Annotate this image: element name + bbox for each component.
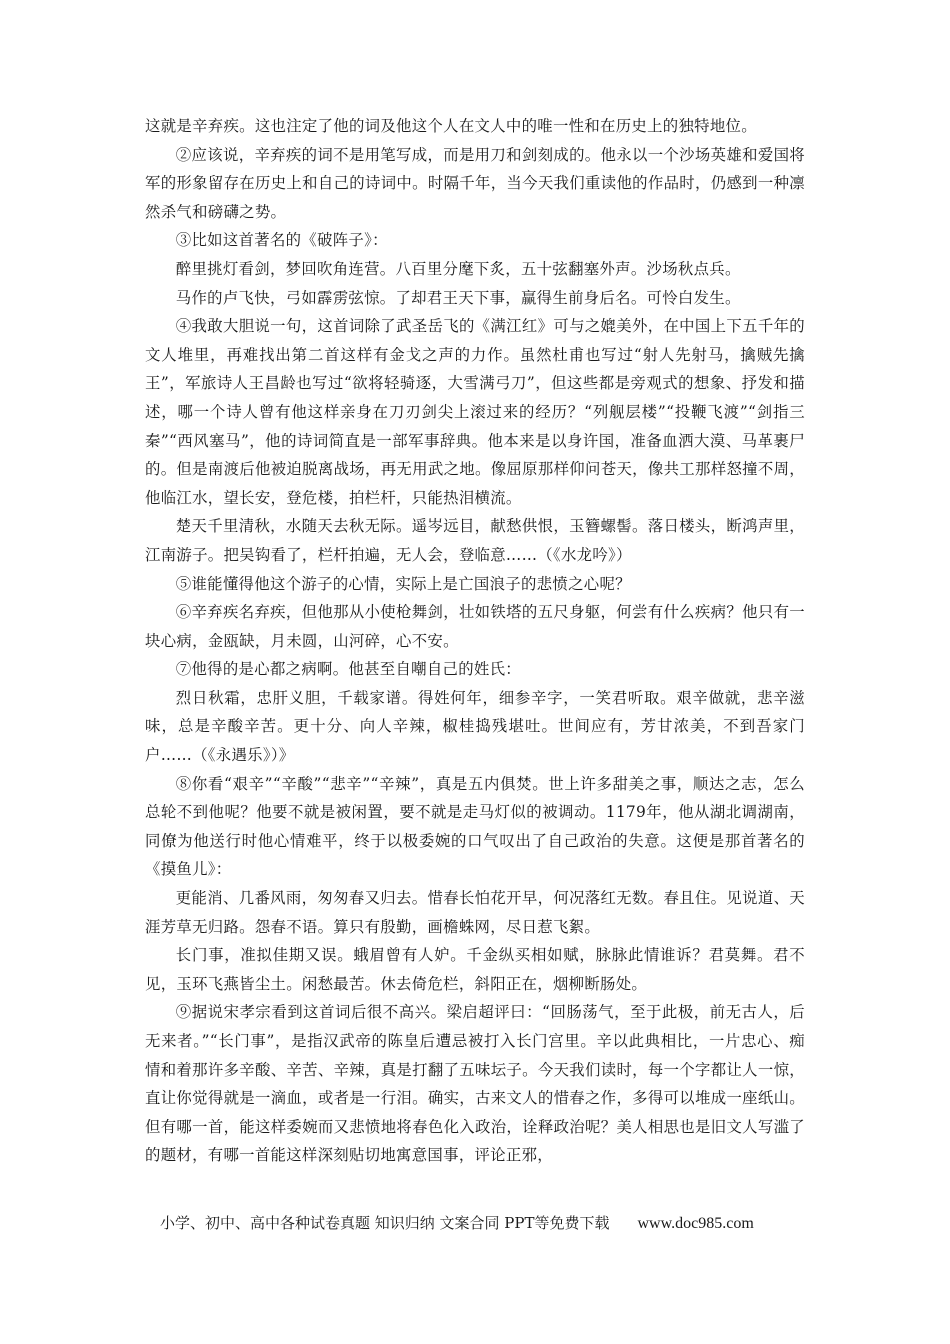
paragraph-3: ③比如这首著名的《破阵子》： [175, 231, 388, 250]
paragraph-2: ②应该说，辛弃疾的词不是用笔写成，而是用刀和剑刻成的。他永以一个沙场英雄和爱国将军的形象留存在历史上和自己的诗词中。时隔千年，当今天我们重读他的作品时，仍感到一种凛然杀气和磅礴之势。 [145, 145, 805, 221]
paragraph-6: ⑥辛弃疾名弃疾，但他那从小使枪舞剑，壮如铁塔的五尺身躯，何尝有什么疾病？他只有一块心病，金瓯缺，月未圆，山河碎，心不安。 [145, 603, 805, 650]
poem-moyuer-stanza-1: 更能消、几番风雨，匆匆春又归去。惜春长怕花开早，何况落红无数。春且住。见说道、天涯芳草无归路。怨春不语。算只有殷勤，画檐蛛网，尽日惹飞絮。 [145, 889, 805, 936]
poem-pozhenzi-line-1: 醉里挑灯看剑，梦回吹角连营。八百里分麾下炙，五十弦翻塞外声。沙场秋点兵。 [175, 259, 741, 278]
poem-yongyule: 烈日秋霜，忠肝义胆，千载家谱。得姓何年，细参辛字，一笑君听取。艰辛做就，悲辛滋味，总是辛酸辛苦。更十分、向人辛辣，椒桂捣残堪吐。世间应有，芳甘浓美，不到吾家门户……（《永遇乐》）》 [145, 688, 805, 765]
poem-pozhenzi-line-2: 马作的卢飞快，弓如霹雳弦惊。了却君王天下事，赢得生前身后名。可怜白发生。 [175, 288, 741, 307]
article-body [145, 112, 805, 1170]
paragraph-7: ⑦他得的是心都之病啊。他甚至自嘲自己的姓氏： [175, 660, 521, 679]
paragraph-9: ⑨据说宋孝宗看到这首词后很不高兴。梁启超评曰：“回肠荡气，至于此极，前无古人，后无来者。”“长门事”，是指汉武帝的陈皇后遭忌被打入长门宫里。辛以此典相比，一片忠心、痴情和着那许多辛酸、辛苦、辛辣，真是打翻了五味坛子。今天我们读时，每一个字都让人一惊，直让你觉得就是一滴血，或者是一行泪。确实，古来文人的惜春之作，多得可以堆成一座纸山。但有哪一首，能这样委婉而又悲愤地将春色化入政治，诠释政治呢？美人相思也是旧文人写滥了的题材，有哪一首能这样深刻贴切地寓意国事，评论正邪， [145, 1003, 805, 1165]
poem-moyuer-stanza-2: 长门事，准拟佳期又误。蛾眉曾有人妒。千金纵买相如赋，脉脉此情谁诉？君莫舞。君不见，玉环飞燕皆尘土。闲愁最苦。休去倚危栏，斜阳正在，烟柳断肠处。 [145, 946, 805, 993]
page-footer [160, 1212, 800, 1235]
footer-url[interactable]: www.doc985.com [637, 1215, 754, 1232]
paragraph-continuation: 这就是辛弃疾。这也注定了他的词及他这个人在文人中的唯一性和在历史上的独特地位。 [145, 117, 757, 135]
footer-text: 小学、初中、高中各种试卷真题 知识归纳 文案合同 PPT等免费下载 [160, 1214, 610, 1232]
paragraph-8: ⑧你看“艰辛”“辛酸”“悲辛”“辛辣”，真是五内俱焚。世上许多甜美之事，顺达之志，怎么总轮不到他呢？他要不就是被闲置，要不就是走马灯似的被调动。1179年，他从湖北调湖南，同僚为他送行时他心情难平，终于以极委婉的口气叹出了自己政治的失意。这便是那首著名的《摸鱼儿》： [145, 774, 805, 879]
poem-shuilongyin: 楚天千里清秋，水随天去秋无际。遥岑远目，献愁供恨，玉簪螺髻。落日楼头，断鸿声里，江南游子。把吴钩看了，栏杆拍遍，无人会，登临意……（《水龙吟》） [145, 517, 805, 564]
paragraph-4: ④我敢大胆说一句，这首词除了武圣岳飞的《满江红》可与之媲美外，在中国上下五千年的文人堆里，再难找出第二首这样有金戈之声的力作。虽然杜甫也写过“射人先射马，擒贼先擒王”，军旅诗人王昌龄也写过“欲将轻骑逐，大雪满弓刀”，但这些都是旁观式的想象、抒发和描述，哪一个诗人曾有他这样亲身在刀刃剑尖上滚过来的经历？“列舰层楼”“投鞭飞渡”“剑指三秦”“西风塞马”，他的诗词简直是一部军事辞典。他本来是以身许国，准备血洒大漠、马革裹尸的。但是南渡后他被迫脱离战场，再无用武之地。像屈原那样仰问苍天，像共工那样怒撞不周，他临江水，望长安，登危楼，拍栏杆，只能热泪横流。 [145, 317, 805, 507]
paragraph-5: ⑤谁能懂得他这个游子的心情，实际上是亡国浪子的悲愤之心呢？ [175, 574, 631, 593]
